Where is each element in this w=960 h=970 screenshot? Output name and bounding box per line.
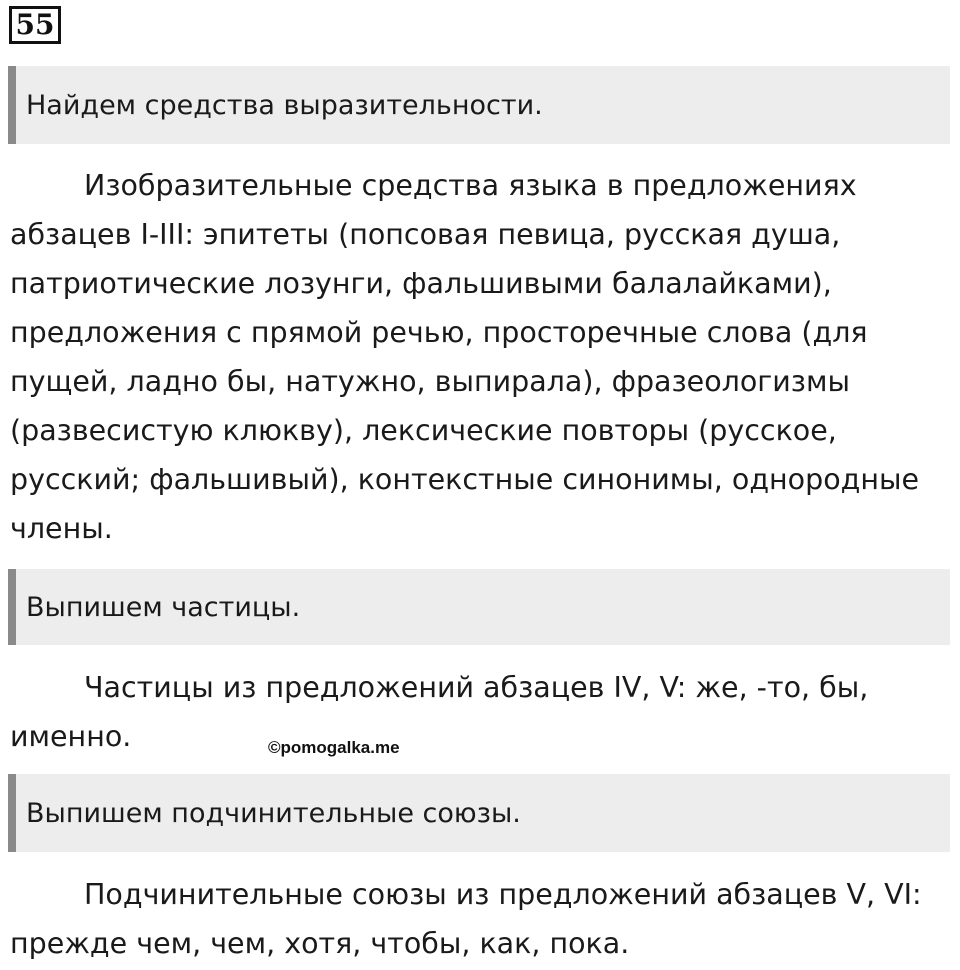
- section-header-particles: Выпишем частицы.: [8, 569, 950, 645]
- text-line: пущей, ладно бы, натужно, выпирала), фразеологизмы: [10, 365, 850, 398]
- text-line: Частицы из предложений абзацев IV, V: же, -то, бы,: [84, 671, 869, 704]
- text-line: патриотические лозунги, фальшивыми балалайками),: [10, 267, 832, 300]
- section-body-conjunctions: [10, 870, 955, 968]
- task-number: 55: [9, 6, 61, 44]
- text-line: предложения с прямой речью, просторечные слова (для: [10, 316, 868, 349]
- text-line: (развесистую клюкву), лексические повторы (русское,: [10, 414, 837, 447]
- text-line: Подчинительные союзы из предложений абзацев V, VI:: [84, 878, 922, 911]
- text-line: именно.: [10, 720, 132, 753]
- text-line: члены.: [10, 512, 113, 545]
- section-body-means-of-expression: [10, 161, 955, 553]
- text-line: прежде чем, чем, хотя, чтобы, как, пока.: [10, 927, 630, 960]
- text-line: Изобразительные средства языка в предложениях: [84, 169, 857, 202]
- section-body-particles: [10, 663, 955, 761]
- watermark: ©pomogalka.me: [268, 738, 400, 757]
- text-line: абзацев I-III: эпитеты (попсовая певица, русская душа,: [10, 218, 841, 251]
- text-line: русский; фальшивый), контекстные синонимы, однородные: [10, 463, 920, 496]
- section-header-means-of-expression: Найдем средства выразительности.: [8, 66, 950, 144]
- section-header-conjunctions: Выпишем подчинительные союзы.: [8, 774, 950, 852]
